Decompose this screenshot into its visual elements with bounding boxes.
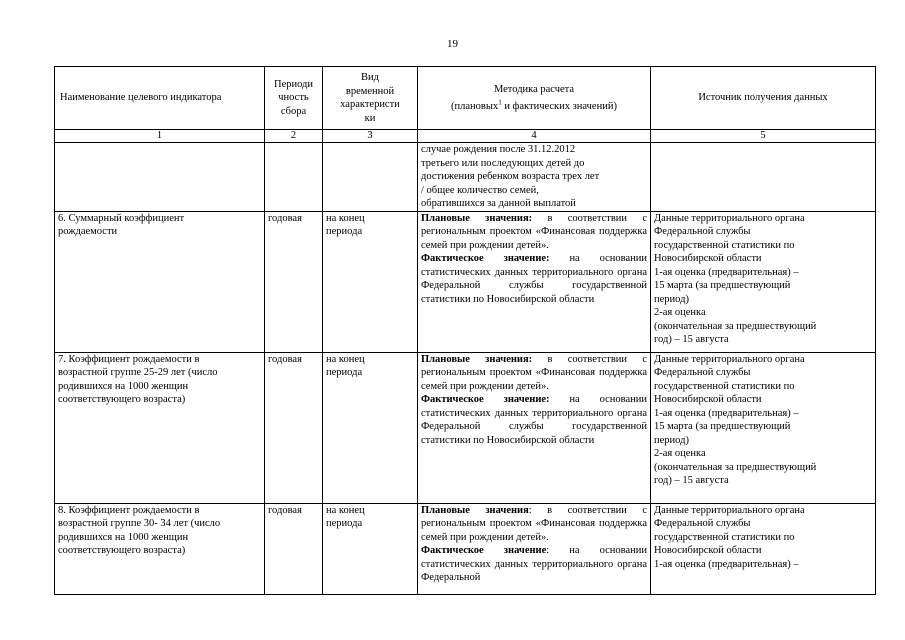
cell-time-characteristic: на конец периода [323, 211, 418, 352]
fact-label: Фактическое значение: [421, 394, 550, 405]
cell-empty [323, 143, 418, 212]
cell-method-continuation: случае рождения после 31.12.2012 третьего или последующих детей до достижения ребенком возраста трех лет / общее количество семей, обратившихся за данной выплатой [418, 143, 651, 212]
fact-text: на основании статистических данных территориального органа Федеральной службы государственной статистики по Новосибирской области [421, 394, 647, 446]
fact-label: Фактическое значение [421, 545, 547, 556]
cell-data-source: Данные территориального органа Федеральной службы государственной статистики по Новосибирской области 1-ая оценка (предварительная) – [651, 503, 876, 594]
plan-text: в соответствии с региональным проектом «Финансовая поддержка семей при рождении детей». [421, 212, 647, 251]
cell-time-characteristic: на конец периода [323, 503, 418, 594]
table-row-indicator-6 [55, 211, 876, 352]
fact-text: на основании статистических данных территориального органа Федеральной службы государственной статистики по Новосибирской области [421, 253, 647, 305]
cell-data-source: Данные территориального органа Федеральной службы государственной статистики по Новосибирской области 1-ая оценка (предварительная) – 15 марта (за предшествующий период) 2-ая оценка (окончательная за предшествующий год) – 15 августа [651, 211, 876, 352]
cell-empty [55, 143, 265, 212]
column-number: 2 [265, 130, 323, 143]
page-number: 19 [447, 38, 458, 50]
footnote-marker: 1 [498, 98, 502, 107]
column-number: 5 [651, 130, 876, 143]
cell-data-source: Данные территориального органа Федеральной службы государственной статистики по Новосибирской области 1-ая оценка (предварительная) – 15 марта (за предшествующий период) 2-ая оценка (окончательная за предшествующий год) – 15 августа [651, 352, 876, 503]
column-number: 3 [323, 130, 418, 143]
table-header-row [55, 67, 876, 130]
header-data-source: Источник получения данных [651, 67, 876, 130]
cell-time-characteristic: на конец периода [323, 352, 418, 503]
column-number: 1 [55, 130, 265, 143]
fact-label: Фактическое значение: [421, 253, 550, 264]
plan-label: Плановые значения [421, 504, 529, 516]
plan-label: Плановые значения: [421, 212, 533, 224]
cell-periodicity: годовая [265, 352, 323, 503]
table-row-indicator-7 [55, 352, 876, 503]
plan-label: Плановые значения: [421, 353, 533, 365]
header-time-characteristic: Вид временной характеристи ки [323, 67, 418, 130]
indicators-table [54, 66, 876, 595]
table-row-indicator-8 [55, 503, 876, 594]
cell-method [418, 352, 651, 503]
cell-indicator-name: 6. Суммарный коэффициент рождаемости [55, 211, 265, 352]
header-method-sub: (плановых$^1$ и фактических значений) [451, 98, 617, 112]
table-row-continuation [55, 143, 876, 212]
column-number: 4 [418, 130, 651, 143]
cell-empty [651, 143, 876, 212]
header-method [418, 67, 651, 130]
header-indicator-name: Наименование целевого индикатора [55, 67, 265, 130]
plan-text: в соответствии с региональным проектом «Финансовая поддержка семей при рождении детей». [421, 353, 647, 392]
header-periodicity: Периоди чность сбора [265, 67, 323, 130]
cell-method [418, 211, 651, 352]
cell-empty [265, 143, 323, 212]
fact-text: : на основании статистических данных территориального органа Федеральной [421, 545, 647, 583]
plan-text: : в соответствии с региональным проектом «Финансовая поддержка семей при рождении детей». [421, 504, 647, 543]
cell-method [418, 503, 651, 594]
cell-indicator-name: 7. Коэффициент рождаемости в возрастной группе 25-29 лет (число родившихся на 1000 женщин соответствующего возраста) [55, 352, 265, 503]
cell-indicator-name: 8. Коэффициент рождаемости в возрастной группе 30- 34 лет (число родившихся на 1000 женщин соответствующего возраста) [55, 503, 265, 594]
header-method-title: Методика расчета [493, 83, 575, 95]
column-numbers-row [55, 130, 876, 143]
cell-periodicity: годовая [265, 503, 323, 594]
cell-periodicity: годовая [265, 211, 323, 352]
